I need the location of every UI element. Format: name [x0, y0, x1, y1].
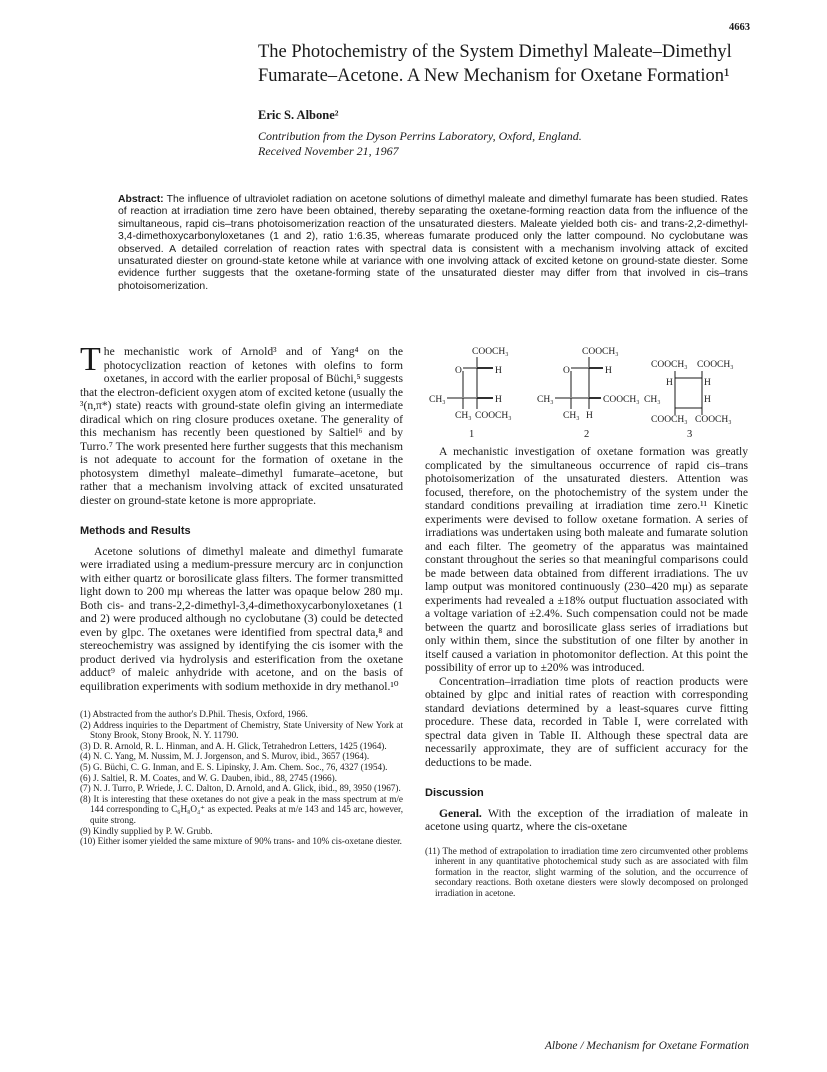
article-title	[258, 40, 778, 88]
running-footer: Albone / Mechanism for Oxetane Formation	[544, 1040, 749, 1052]
methods-paragraph: Acetone solutions of dimethyl maleate and dimethyl fumarate were irradiated using a medium-pressure mercury arc in conjunction with either quartz or borosilicate glass filters. The former transmitted light down to 200 mμ whereas the latter was opaque below 280 mμ. Both cis- and trans-2,2-dimethyl-3,4-dimethoxycarbonyloxetanes (1 and 2) were produced although no cyclobutane (3) could be detected even by glpc. The oxetanes were identified from spectral data,⁸ and stereochemistry was assigned by identifying the cis isomer with the product derived via hydrolysis and esterification from the oxetane adduct⁹ of maleic anhydride with acetone, and on the basis of equilibration experiments with sodium methoxide in dry methanol.¹⁰	[80, 544, 403, 693]
compound-number-2: 2	[584, 429, 590, 440]
s2-oxygen: O	[563, 366, 570, 376]
s2-h-top: H	[605, 366, 612, 376]
structure-1	[429, 347, 512, 440]
structure-diagrams	[425, 345, 755, 443]
footnotes-right	[425, 846, 748, 899]
left-column	[80, 341, 403, 847]
discussion-text: With the exception of the irradiation of maleate in acetone using quartz, where the cis-oxetane	[425, 806, 748, 833]
affiliation-line-1: Contribution from the Dyson Perrins Laboratory, Oxford, England.	[258, 129, 582, 143]
structure-2	[537, 347, 640, 440]
compound-number-1: 1	[469, 429, 475, 440]
s2-ch3-left: CH₃	[537, 395, 554, 405]
right-paragraph-2: Concentration–irradiation time plots of reaction products were obtained by glpc and initial rates of reaction with corresponding standard deviations determined by a least-squares curve fitting procedure. These data, recorded in Table I, were correlated with spectral data given in Table II. Although these spectral data are necessarily approximate, they are of sufficient accuracy for the deductions to be made.	[425, 674, 748, 769]
s1-h-mid: H	[495, 395, 502, 405]
footnote: (6) J. Saltiel, R. M. Coates, and W. G. Dauben, ibid., 88, 2745 (1966).	[80, 772, 337, 783]
s1-h-top: H	[495, 366, 502, 376]
footnote: (2) Address inquiries to the Department of Chemistry, State University of New York at Stony Brook, Stony Brook, N. Y. 11790.	[80, 719, 403, 741]
s3-h-top-left: H	[666, 378, 673, 388]
s2-h-bottom: H	[586, 411, 593, 421]
structure-svg	[425, 345, 755, 443]
structure-3	[644, 360, 734, 440]
abstract-text: The influence of ultraviolet radiation on acetone solutions of dimethyl maleate and dimethyl fumarate has been studied. Rates of reaction at irradiation time zero have been obtained, thereby separating the oxetane-forming reaction data from the influence of the simultaneous, rapid cis–trans photoisomerization reaction of the unsaturated diesters. Maleate yielded both cis- and trans-2,2-dimethyl-3,4-dimethoxycarbonyloxetanes (1 and 2), ratio 1:6.35, whereas fumarate produced only the latter compound. No cyclobutane was observed. A detailed correlation of reaction rates with spectral data is consistent with a mechanism involving attack of excited unsaturated diester on ground-state ketone while at variance with one involving attack of excited ketone on ground-state diester. Some evidence further suggests that the oxetane-forming state of the unsaturated diester may differ from that involved in cis–trans photoisomerization.	[118, 194, 748, 292]
s1-ch3-bottom: CH₃	[455, 411, 472, 421]
abstract	[118, 194, 748, 293]
footnotes-left	[80, 709, 403, 847]
s1-cooch3-bottom: COOCH₃	[475, 411, 512, 421]
right-column	[425, 445, 748, 898]
compound-number-3: 3	[687, 429, 693, 440]
s3-cooch3-top-right: COOCH₃	[697, 360, 734, 370]
footnote: (9) Kindly supplied by P. W. Grubb.	[80, 825, 213, 836]
right-paragraph-1: A mechanistic investigation of oxetane formation was greatly complicated by the simultaneous occurrence of rapid cis–trans photoisomerization of the unsaturated diesters. Attention was focused, therefore, on the photochemistry of the system under the standard conditions prevailing at irradiation time zero.¹¹ Kinetic experiments were devised to follow oxetane formation. A series of irradiations was undertaken using both maleate and fumarate solution and each filter. The geometry of the apparatus was maintained constant throughout the series so that meaningful comparisons could be made between data obtained from different irradiations. The uv lamp output was monitored continuously (230–420 mμ) as separate experiments had revealed a ±18% output fluctuation associated with a voltage variation of ±2.4%. Such compensation could not be made between the quartz and borosilicate glass series of irradiations but only within them, since the substitution of one filter by another in itself caused a variation in photomonitor deflection. At this point the possibility of error up to ±20% was introduced.	[425, 445, 748, 674]
methods-heading: Methods and Results	[80, 525, 191, 537]
footnote: (10) Either isomer yielded the same mixture of 90% trans- and 10% cis-oxetane diester.	[80, 836, 402, 847]
title-line-2: Fumarate–Acetone. A New Mechanism for Oxetane Formation¹	[258, 66, 730, 86]
s1-cooch3-top: COOCH₃	[472, 347, 509, 357]
footnote: (4) N. C. Yang, M. Nussim, M. J. Jorgenson, and S. Murov, ibid., 3657 (1964).	[80, 751, 370, 762]
title-line-1: The Photochemistry of the System Dimethyl Maleate–Dimethyl	[258, 42, 732, 62]
abstract-label: Abstract:	[118, 194, 164, 205]
s1-oxygen: O	[455, 366, 462, 376]
intro-paragraph	[80, 341, 403, 507]
footnote: (1) Abstracted from the author's D.Phil. Thesis, Oxford, 1966.	[80, 709, 308, 719]
footnote: (11) The method of extrapolation to irradiation time zero circumvented other problems inherent in any quantitative photochemical study such as are associated with film formation in the reactor, slight warming of the solution, and the occurrence of secondary reactions. Both oxetane diesters were slowly decomposed on prolonged irradiation in acetone.	[425, 845, 748, 898]
discussion-lead: General.	[439, 806, 482, 820]
discussion-paragraph	[425, 807, 748, 834]
s3-cooch3-top-left: COOCH₃	[651, 360, 688, 370]
intro-text: he mechanistic work of Arnold³ and of Yang⁴ on the photocyclization reaction of ketones with olefins to form oxetanes, in accord with the earlier proposal of Büchi,⁵ suggests that the electron-deficient oxygen atom of excited ketone (usually the ³(n,π*) state) reacts with ground-state olefin giving an intermediate diradical which on ring closure produces oxetane. The generality of this mechanism has recently been questioned by Saltiel⁶ and by Turro.⁷ The work presented here further suggests that this mechanism is not adequate to account for the formation of oxetane in the photosystem dimethyl maleate–dimethyl fumarate–acetone, but rather that a mechanism involving attack of excited unsaturated diester on ground-state ketone is more appropriate.	[80, 345, 403, 507]
footnote: (5) G. Büchi, C. G. Inman, and E. S. Lipinsky, J. Am. Chem. Soc., 76, 4327 (1954).	[80, 761, 388, 772]
s3-cooch3-bottom-right: COOCH₃	[695, 415, 732, 425]
s3-cooch3-bottom-left: COOCH₃	[651, 415, 688, 425]
s2-cooch3-mid: COOCH₃	[603, 395, 640, 405]
s3-h-bottom-right: H	[704, 395, 711, 405]
s3-ch3-left: CH₃	[644, 395, 661, 405]
received-date: Received November 21, 1967	[258, 144, 399, 158]
s2-ch3-bottom: CH₃	[563, 411, 580, 421]
discussion-heading: Discussion	[425, 787, 484, 799]
footnote: (3) D. R. Arnold, R. L. Hinman, and A. H. Glick, Tetrahedron Letters, 1425 (1964).	[80, 740, 387, 751]
footnote: (8) It is interesting that these oxetanes do not give a peak in the mass spectrum at m/e 144 corresponding to C₆H₈O₄⁺ as expected. Peaks at m/e 143 and 145 arc, however, quite strong.	[80, 793, 403, 825]
s1-ch3-left: CH₃	[429, 395, 446, 405]
page-number: 4663	[729, 22, 750, 33]
s2-cooch3-top: COOCH₃	[582, 347, 619, 357]
drop-cap: T	[80, 341, 101, 378]
footnote: (7) N. J. Turro, P. Wriede, J. C. Dalton, D. Arnold, and A. Glick, ibid., 89, 3950 (1967).	[80, 783, 401, 794]
author-name: Eric S. Albone²	[258, 108, 339, 122]
s3-h-top-right: H	[704, 378, 711, 388]
affiliation	[258, 129, 738, 159]
